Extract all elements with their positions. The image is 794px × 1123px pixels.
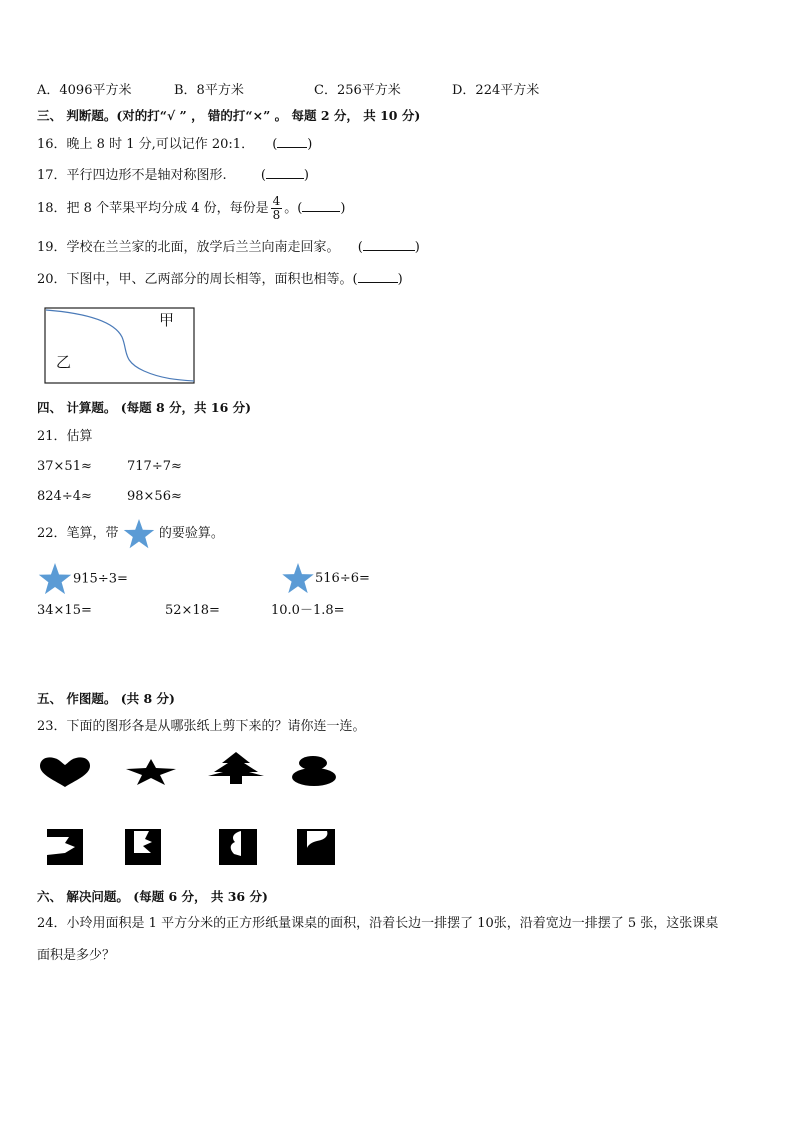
option-b: B．8平方米 xyxy=(174,83,244,98)
estimate-expr-4: 98×56≈ xyxy=(127,489,182,504)
question-24-line1: 24．小玲用面积是 1 平方分米的正方形纸量课桌的面积，沿着长边一排摆了 10张，沿着宽边一排摆了 5 张，这张课桌 xyxy=(37,916,719,931)
paper-sheet-1[interactable] xyxy=(47,829,83,865)
question-19: 19．学校在兰兰家的北面，放学后兰兰向南走回家。 ( ) xyxy=(37,240,420,255)
label-jia: 甲 xyxy=(159,311,175,329)
star-icon xyxy=(37,563,73,595)
calc-expr-5: 10.0－1.8= xyxy=(271,603,345,618)
paper-sheet-3[interactable] xyxy=(219,829,257,865)
figure-jia-yi xyxy=(44,307,194,383)
snowman-shape[interactable] xyxy=(291,755,337,787)
star-shape[interactable] xyxy=(125,759,177,785)
question-17: 17．平行四边形不是轴对称图形. ( ) xyxy=(37,168,309,183)
option-c: C．256平方米 xyxy=(314,83,401,98)
calc-expr-2: 516÷6= xyxy=(281,563,370,594)
answer-blank-17[interactable] xyxy=(266,166,304,179)
estimate-expr-3: 824÷4≈ xyxy=(37,489,92,504)
question-16: 16．晚上 8 时 1 分,可以记作 20:1． ( ) xyxy=(37,137,313,152)
section5-title: 五、 作图题。 (共 8 分) xyxy=(37,691,175,706)
question-20: 20．下图中，甲、乙两部分的周长相等，面积也相等。( ) xyxy=(37,272,403,287)
answer-blank-18[interactable] xyxy=(302,199,340,212)
section3-title: 三、 判断题。(对的打“√ ” ， 错的打“×” 。 每题 2 分， 共 10 分) xyxy=(37,108,421,123)
answer-blank-20[interactable] xyxy=(358,270,398,283)
label-yi: 乙 xyxy=(56,353,72,371)
paper-sheet-2[interactable] xyxy=(125,829,161,865)
calc-expr-4: 52×18= xyxy=(165,603,220,618)
estimate-expr-1: 37×51≈ xyxy=(37,459,92,474)
question-24-line2: 面积是多少？ xyxy=(37,948,116,963)
fraction-four-eighths: $\frac{4}{8}$ xyxy=(272,194,281,222)
option-a: A．4096平方米 xyxy=(37,83,132,98)
answer-blank-16[interactable] xyxy=(277,135,307,148)
star-icon xyxy=(281,563,315,594)
question-18: 18．把 8 个苹果平均分成 4 份，每份是 $\frac{4}{8}$ 。( ) xyxy=(37,194,346,222)
section4-title: 四、 计算题。 (每题 8 分，共 16 分) xyxy=(37,400,252,415)
tree-shape[interactable] xyxy=(208,752,264,784)
option-d: D．224平方米 xyxy=(452,83,540,98)
paper-sheet-4[interactable] xyxy=(297,829,335,865)
estimate-expr-2: 717÷7≈ xyxy=(127,459,182,474)
answer-blank-19[interactable] xyxy=(363,238,415,251)
star-icon xyxy=(123,519,155,549)
question-21-label: 21．估算 xyxy=(37,429,93,444)
calc-expr-3: 34×15= xyxy=(37,603,92,618)
question-22-label: 22．笔算，带 的要验算。 xyxy=(37,525,224,543)
calc-expr-1: 915÷3= xyxy=(37,563,128,595)
question-23: 23．下面的图形各是从哪张纸上剪下来的？请你连一连。 xyxy=(37,719,366,734)
section6-title: 六、 解决问题。 (每题 6 分， 共 36 分) xyxy=(37,889,268,904)
heart-shape[interactable] xyxy=(38,755,92,789)
